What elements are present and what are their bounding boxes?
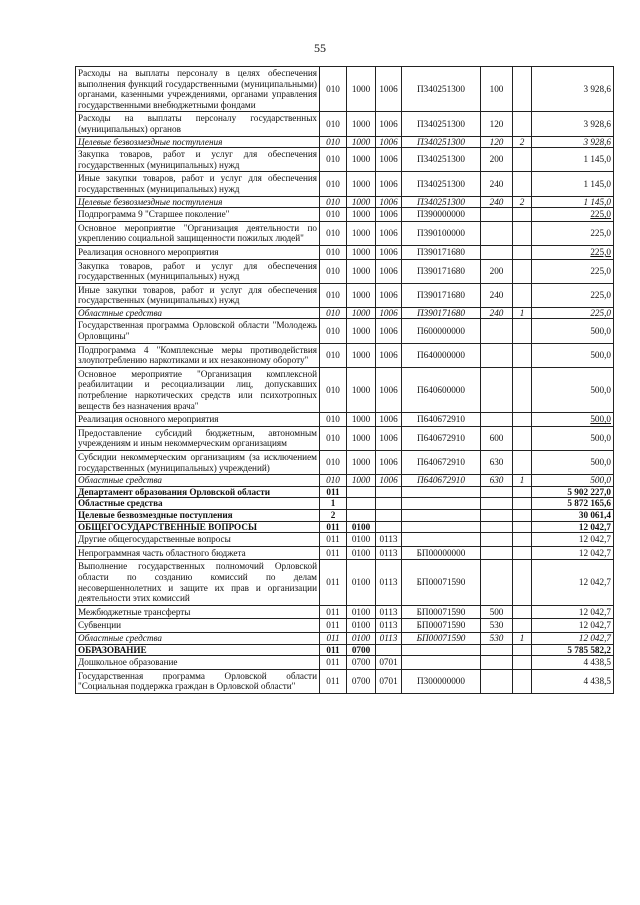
cell-section: 0700 bbox=[347, 669, 376, 693]
cell-section: 1000 bbox=[347, 208, 376, 222]
cell-section: 1000 bbox=[347, 259, 376, 283]
cell-grbs: 011 bbox=[320, 669, 347, 693]
cell-subsection: 1006 bbox=[376, 172, 402, 196]
table-row bbox=[76, 172, 614, 196]
cell-name: Областные средства bbox=[76, 498, 320, 510]
cell-subsection: 1006 bbox=[376, 426, 402, 450]
cell-funding-source bbox=[513, 221, 532, 245]
cell-expense-type bbox=[481, 533, 513, 547]
cell-funding-source bbox=[513, 644, 532, 656]
cell-subsection bbox=[376, 509, 402, 521]
cell-name: Выполнение государственных полномочий Орловской области по созданию комиссий по делам несовершеннолетних и защите их прав и организации деятельности этих комиссий bbox=[76, 560, 320, 605]
table-row bbox=[76, 426, 614, 450]
cell-grbs: 010 bbox=[320, 136, 347, 148]
cell-target-article: П390100000 bbox=[402, 221, 481, 245]
cell-amount: 225,0 bbox=[532, 245, 614, 259]
cell-amount: 30 061,4 bbox=[532, 509, 614, 521]
cell-target-article: БП00071590 bbox=[402, 632, 481, 644]
cell-funding-source bbox=[513, 67, 532, 112]
cell-expense-type: 600 bbox=[481, 426, 513, 450]
cell-grbs: 011 bbox=[320, 605, 347, 619]
cell-subsection: 0113 bbox=[376, 533, 402, 547]
cell-funding-source bbox=[513, 605, 532, 619]
cell-section: 0100 bbox=[347, 605, 376, 619]
cell-subsection: 1006 bbox=[376, 343, 402, 367]
cell-subsection: 0701 bbox=[376, 656, 402, 670]
cell-name: Дошкольное образование bbox=[76, 656, 320, 670]
cell-subsection: 1006 bbox=[376, 67, 402, 112]
cell-expense-type: 120 bbox=[481, 136, 513, 148]
cell-subsection: 1006 bbox=[376, 475, 402, 487]
cell-expense-type: 240 bbox=[481, 172, 513, 196]
cell-funding-source bbox=[513, 413, 532, 427]
cell-target-article: П390000000 bbox=[402, 208, 481, 222]
cell-name: Непрограммная часть областного бюджета bbox=[76, 546, 320, 560]
cell-grbs: 011 bbox=[320, 560, 347, 605]
cell-subsection: 1006 bbox=[376, 307, 402, 319]
cell-grbs: 010 bbox=[320, 343, 347, 367]
cell-section: 1000 bbox=[347, 367, 376, 412]
cell-name: Другие общегосударственные вопросы bbox=[76, 533, 320, 547]
table-row bbox=[76, 367, 614, 412]
cell-target-article: П640672910 bbox=[402, 451, 481, 475]
page-number: 55 bbox=[314, 41, 326, 55]
cell-expense-type bbox=[481, 509, 513, 521]
cell-subsection: 1006 bbox=[376, 112, 402, 136]
cell-grbs: 010 bbox=[320, 319, 347, 343]
table-row bbox=[76, 259, 614, 283]
cell-expense-type: 530 bbox=[481, 632, 513, 644]
cell-target-article bbox=[402, 533, 481, 547]
cell-section: 0700 bbox=[347, 656, 376, 670]
table-row bbox=[76, 307, 614, 319]
cell-name: Закупка товаров, работ и услуг для обеспечения государственных (муниципальных) нужд bbox=[76, 148, 320, 172]
cell-section: 1000 bbox=[347, 221, 376, 245]
cell-name: Иные закупки товаров, работ и услуг для обеспечения государственных (муниципальных) нужд bbox=[76, 283, 320, 307]
cell-target-article: П640600000 bbox=[402, 367, 481, 412]
cell-grbs: 2 bbox=[320, 509, 347, 521]
cell-subsection: 0113 bbox=[376, 546, 402, 560]
cell-grbs: 011 bbox=[320, 619, 347, 633]
table-row bbox=[76, 148, 614, 172]
cell-funding-source: 1 bbox=[513, 632, 532, 644]
cell-section: 0100 bbox=[347, 632, 376, 644]
cell-section: 1000 bbox=[347, 426, 376, 450]
cell-expense-type bbox=[481, 319, 513, 343]
cell-subsection: 1006 bbox=[376, 221, 402, 245]
cell-funding-source bbox=[513, 619, 532, 633]
cell-funding-source bbox=[513, 283, 532, 307]
cell-amount: 12 042,7 bbox=[532, 521, 614, 533]
cell-name: Основное мероприятие "Организация комплексной реабилитации и ресоциализации лиц, допускавших потребление наркотических средств или психотропных веществ без назначения врача" bbox=[76, 367, 320, 412]
cell-funding-source bbox=[513, 148, 532, 172]
cell-funding-source bbox=[513, 486, 532, 498]
cell-grbs: 1 bbox=[320, 498, 347, 510]
cell-amount: 1 145,0 bbox=[532, 196, 614, 208]
cell-expense-type bbox=[481, 486, 513, 498]
cell-section: 1000 bbox=[347, 136, 376, 148]
cell-expense-type bbox=[481, 644, 513, 656]
cell-name: Целевые безвозмездные поступления bbox=[76, 136, 320, 148]
cell-target-article: П340251300 bbox=[402, 172, 481, 196]
cell-funding-source bbox=[513, 343, 532, 367]
cell-amount: 225,0 bbox=[532, 221, 614, 245]
cell-amount: 225,0 bbox=[532, 259, 614, 283]
cell-amount: 4 438,5 bbox=[532, 669, 614, 693]
cell-expense-type: 200 bbox=[481, 148, 513, 172]
cell-grbs: 010 bbox=[320, 221, 347, 245]
cell-section: 1000 bbox=[347, 172, 376, 196]
cell-expense-type bbox=[481, 245, 513, 259]
cell-grbs: 011 bbox=[320, 632, 347, 644]
cell-amount: 3 928,6 bbox=[532, 67, 614, 112]
cell-name: Подпрограмма 4 "Комплексные меры противодействия злоупотреблению наркотиками и их незаконному обороту" bbox=[76, 343, 320, 367]
table-row bbox=[76, 196, 614, 208]
cell-target-article bbox=[402, 509, 481, 521]
cell-name: Реализация основного мероприятия bbox=[76, 413, 320, 427]
cell-expense-type bbox=[481, 669, 513, 693]
cell-subsection: 1006 bbox=[376, 367, 402, 412]
cell-section: 1000 bbox=[347, 112, 376, 136]
cell-subsection: 1006 bbox=[376, 148, 402, 172]
budget-table bbox=[75, 66, 614, 694]
cell-expense-type bbox=[481, 498, 513, 510]
cell-section: 1000 bbox=[347, 413, 376, 427]
cell-amount: 12 042,7 bbox=[532, 546, 614, 560]
cell-amount: 12 042,7 bbox=[532, 619, 614, 633]
cell-target-article: БП00071590 bbox=[402, 605, 481, 619]
cell-name: Целевые безвозмездные поступления bbox=[76, 196, 320, 208]
cell-grbs: 010 bbox=[320, 112, 347, 136]
cell-funding-source bbox=[513, 509, 532, 521]
cell-subsection: 1006 bbox=[376, 196, 402, 208]
cell-target-article: БП00071590 bbox=[402, 560, 481, 605]
table-row bbox=[76, 319, 614, 343]
table-row bbox=[76, 413, 614, 427]
cell-subsection: 1006 bbox=[376, 208, 402, 222]
cell-target-article: П390171680 bbox=[402, 283, 481, 307]
cell-funding-source bbox=[513, 451, 532, 475]
cell-grbs: 010 bbox=[320, 413, 347, 427]
cell-name: Расходы на выплаты персоналу государственных (муниципальных) органов bbox=[76, 112, 320, 136]
table-row bbox=[76, 283, 614, 307]
table-row bbox=[76, 533, 614, 547]
table-row bbox=[76, 245, 614, 259]
cell-amount: 12 042,7 bbox=[532, 560, 614, 605]
table-row bbox=[76, 475, 614, 487]
cell-target-article: П300000000 bbox=[402, 669, 481, 693]
cell-grbs: 010 bbox=[320, 283, 347, 307]
cell-name: Межбюджетные трансферты bbox=[76, 605, 320, 619]
cell-name: Реализация основного мероприятия bbox=[76, 245, 320, 259]
table-row bbox=[76, 605, 614, 619]
cell-name: Субвенции bbox=[76, 619, 320, 633]
cell-subsection: 0113 bbox=[376, 605, 402, 619]
table-row bbox=[76, 669, 614, 693]
cell-target-article: П340251300 bbox=[402, 196, 481, 208]
cell-section: 0100 bbox=[347, 521, 376, 533]
cell-section: 1000 bbox=[347, 343, 376, 367]
cell-amount: 5 785 582,2 bbox=[532, 644, 614, 656]
cell-section: 1000 bbox=[347, 307, 376, 319]
cell-name: Расходы на выплаты персоналу в целях обеспечения выполнения функций государственными (муниципальными) органами, казенными учреждениями, органами управления государственными внебюджетными фондами bbox=[76, 67, 320, 112]
cell-grbs: 011 bbox=[320, 546, 347, 560]
cell-grbs: 011 bbox=[320, 533, 347, 547]
cell-subsection bbox=[376, 644, 402, 656]
cell-amount: 5 902 227,0 bbox=[532, 486, 614, 498]
cell-grbs: 010 bbox=[320, 208, 347, 222]
table-row bbox=[76, 644, 614, 656]
cell-expense-type bbox=[481, 343, 513, 367]
cell-target-article: П640000000 bbox=[402, 343, 481, 367]
cell-subsection: 1006 bbox=[376, 319, 402, 343]
cell-name: Субсидии некоммерческим организациям (за исключением государственных (муниципальных) учреждений) bbox=[76, 451, 320, 475]
cell-subsection: 0113 bbox=[376, 632, 402, 644]
cell-section: 0100 bbox=[347, 546, 376, 560]
cell-grbs: 010 bbox=[320, 367, 347, 412]
cell-amount: 225,0 bbox=[532, 307, 614, 319]
table-row bbox=[76, 498, 614, 510]
cell-section: 1000 bbox=[347, 196, 376, 208]
cell-section: 1000 bbox=[347, 67, 376, 112]
table-row bbox=[76, 343, 614, 367]
cell-target-article: БП00071590 bbox=[402, 619, 481, 633]
table-row bbox=[76, 486, 614, 498]
cell-amount: 3 928,6 bbox=[532, 136, 614, 148]
cell-grbs: 010 bbox=[320, 307, 347, 319]
table-row bbox=[76, 67, 614, 112]
cell-grbs: 011 bbox=[320, 521, 347, 533]
table-row bbox=[76, 521, 614, 533]
cell-amount: 1 145,0 bbox=[532, 148, 614, 172]
cell-funding-source bbox=[513, 533, 532, 547]
cell-expense-type bbox=[481, 208, 513, 222]
cell-amount: 500,0 bbox=[532, 367, 614, 412]
cell-section: 0100 bbox=[347, 533, 376, 547]
cell-target-article: БП00000000 bbox=[402, 546, 481, 560]
cell-section: 1000 bbox=[347, 283, 376, 307]
cell-name: Иные закупки товаров, работ и услуг для обеспечения государственных (муниципальных) нужд bbox=[76, 172, 320, 196]
cell-section bbox=[347, 498, 376, 510]
cell-expense-type bbox=[481, 521, 513, 533]
table-row bbox=[76, 451, 614, 475]
table-row bbox=[76, 560, 614, 605]
cell-amount: 12 042,7 bbox=[532, 533, 614, 547]
cell-section: 1000 bbox=[347, 451, 376, 475]
cell-expense-type bbox=[481, 656, 513, 670]
cell-target-article: П340251300 bbox=[402, 136, 481, 148]
cell-grbs: 010 bbox=[320, 426, 347, 450]
cell-funding-source bbox=[513, 669, 532, 693]
cell-target-article: П390171680 bbox=[402, 245, 481, 259]
cell-section: 0100 bbox=[347, 619, 376, 633]
cell-amount: 500,0 bbox=[532, 451, 614, 475]
cell-grbs: 010 bbox=[320, 196, 347, 208]
cell-section: 1000 bbox=[347, 245, 376, 259]
cell-subsection bbox=[376, 521, 402, 533]
cell-section: 0100 bbox=[347, 560, 376, 605]
cell-grbs: 010 bbox=[320, 451, 347, 475]
cell-amount: 500,0 bbox=[532, 343, 614, 367]
cell-funding-source bbox=[513, 426, 532, 450]
cell-target-article: П600000000 bbox=[402, 319, 481, 343]
cell-subsection: 0113 bbox=[376, 560, 402, 605]
cell-grbs: 010 bbox=[320, 475, 347, 487]
cell-grbs: 010 bbox=[320, 148, 347, 172]
cell-amount: 500,0 bbox=[532, 426, 614, 450]
cell-subsection: 1006 bbox=[376, 259, 402, 283]
cell-funding-source: 2 bbox=[513, 136, 532, 148]
table-row bbox=[76, 221, 614, 245]
cell-amount: 3 928,6 bbox=[532, 112, 614, 136]
cell-amount: 225,0 bbox=[532, 283, 614, 307]
cell-funding-source bbox=[513, 560, 532, 605]
table-row bbox=[76, 509, 614, 521]
cell-target-article: П390171680 bbox=[402, 259, 481, 283]
cell-funding-source: 1 bbox=[513, 307, 532, 319]
cell-grbs: 010 bbox=[320, 259, 347, 283]
cell-funding-source bbox=[513, 656, 532, 670]
cell-section bbox=[347, 509, 376, 521]
cell-expense-type: 100 bbox=[481, 67, 513, 112]
cell-target-article bbox=[402, 498, 481, 510]
cell-target-article: П340251300 bbox=[402, 112, 481, 136]
cell-expense-type: 630 bbox=[481, 451, 513, 475]
table-row bbox=[76, 546, 614, 560]
cell-subsection: 1006 bbox=[376, 451, 402, 475]
cell-name: Государственная программа Орловской области "Молодежь Орловщины" bbox=[76, 319, 320, 343]
cell-subsection bbox=[376, 498, 402, 510]
cell-funding-source bbox=[513, 245, 532, 259]
cell-name: ОБЩЕГОСУДАРСТВЕННЫЕ ВОПРОСЫ bbox=[76, 521, 320, 533]
cell-target-article bbox=[402, 486, 481, 498]
cell-expense-type: 630 bbox=[481, 475, 513, 487]
cell-target-article: П340251300 bbox=[402, 67, 481, 112]
cell-name: Департамент образования Орловской области bbox=[76, 486, 320, 498]
cell-amount: 500,0 bbox=[532, 475, 614, 487]
cell-target-article: П640672910 bbox=[402, 413, 481, 427]
cell-amount: 12 042,7 bbox=[532, 605, 614, 619]
cell-expense-type: 120 bbox=[481, 112, 513, 136]
cell-grbs: 010 bbox=[320, 172, 347, 196]
cell-subsection: 1006 bbox=[376, 245, 402, 259]
cell-target-article bbox=[402, 644, 481, 656]
cell-name: Областные средства bbox=[76, 307, 320, 319]
cell-amount: 1 145,0 bbox=[532, 172, 614, 196]
cell-grbs: 010 bbox=[320, 245, 347, 259]
cell-funding-source: 1 bbox=[513, 475, 532, 487]
cell-section: 1000 bbox=[347, 319, 376, 343]
cell-expense-type: 530 bbox=[481, 619, 513, 633]
cell-name: ОБРАЗОВАНИЕ bbox=[76, 644, 320, 656]
cell-section: 0700 bbox=[347, 644, 376, 656]
cell-expense-type: 200 bbox=[481, 259, 513, 283]
cell-name: Целевые безвозмездные поступления bbox=[76, 509, 320, 521]
table-row bbox=[76, 632, 614, 644]
cell-expense-type bbox=[481, 221, 513, 245]
cell-funding-source bbox=[513, 259, 532, 283]
cell-section bbox=[347, 486, 376, 498]
cell-funding-source bbox=[513, 208, 532, 222]
cell-grbs: 011 bbox=[320, 656, 347, 670]
cell-funding-source bbox=[513, 112, 532, 136]
cell-target-article: П390171680 bbox=[402, 307, 481, 319]
cell-expense-type bbox=[481, 546, 513, 560]
cell-subsection: 0701 bbox=[376, 669, 402, 693]
cell-name: Областные средства bbox=[76, 475, 320, 487]
cell-funding-source bbox=[513, 172, 532, 196]
cell-subsection: 1006 bbox=[376, 413, 402, 427]
cell-expense-type bbox=[481, 367, 513, 412]
cell-subsection: 1006 bbox=[376, 136, 402, 148]
cell-subsection: 1006 bbox=[376, 283, 402, 307]
table-row bbox=[76, 136, 614, 148]
cell-expense-type: 240 bbox=[481, 196, 513, 208]
cell-expense-type bbox=[481, 413, 513, 427]
cell-expense-type: 240 bbox=[481, 283, 513, 307]
cell-funding-source bbox=[513, 546, 532, 560]
cell-amount: 500,0 bbox=[532, 319, 614, 343]
cell-funding-source bbox=[513, 319, 532, 343]
cell-funding-source bbox=[513, 498, 532, 510]
cell-amount: 4 438,5 bbox=[532, 656, 614, 670]
cell-name: Основное мероприятие "Организация деятельности по укреплению социальной защищенности пожилых людей" bbox=[76, 221, 320, 245]
cell-target-article: П640672910 bbox=[402, 475, 481, 487]
table-row bbox=[76, 208, 614, 222]
cell-funding-source: 2 bbox=[513, 196, 532, 208]
cell-name: Подпрограмма 9 "Старшее поколение" bbox=[76, 208, 320, 222]
cell-grbs: 011 bbox=[320, 486, 347, 498]
cell-target-article: П340251300 bbox=[402, 148, 481, 172]
cell-section: 1000 bbox=[347, 148, 376, 172]
cell-expense-type: 240 bbox=[481, 307, 513, 319]
cell-subsection: 0113 bbox=[376, 619, 402, 633]
cell-name: Предоставление субсидий бюджетным, автономным учреждениям и иным некоммерческим организациям bbox=[76, 426, 320, 450]
cell-grbs: 011 bbox=[320, 644, 347, 656]
cell-amount: 225,0 bbox=[532, 208, 614, 222]
cell-funding-source bbox=[513, 367, 532, 412]
cell-expense-type bbox=[481, 560, 513, 605]
cell-subsection bbox=[376, 486, 402, 498]
cell-target-article bbox=[402, 521, 481, 533]
cell-target-article bbox=[402, 656, 481, 670]
table-row bbox=[76, 656, 614, 670]
cell-section: 1000 bbox=[347, 475, 376, 487]
cell-name: Государственная программа Орловской области "Социальная поддержка граждан в Орловской области" bbox=[76, 669, 320, 693]
cell-funding-source bbox=[513, 521, 532, 533]
cell-name: Областные средства bbox=[76, 632, 320, 644]
cell-grbs: 010 bbox=[320, 67, 347, 112]
cell-name: Закупка товаров, работ и услуг для обеспечения государственных (муниципальных) нужд bbox=[76, 259, 320, 283]
cell-amount: 12 042,7 bbox=[532, 632, 614, 644]
cell-expense-type: 500 bbox=[481, 605, 513, 619]
table-row bbox=[76, 112, 614, 136]
cell-amount: 5 872 165,6 bbox=[532, 498, 614, 510]
cell-target-article: П640672910 bbox=[402, 426, 481, 450]
table-row bbox=[76, 619, 614, 633]
cell-amount: 500,0 bbox=[532, 413, 614, 427]
